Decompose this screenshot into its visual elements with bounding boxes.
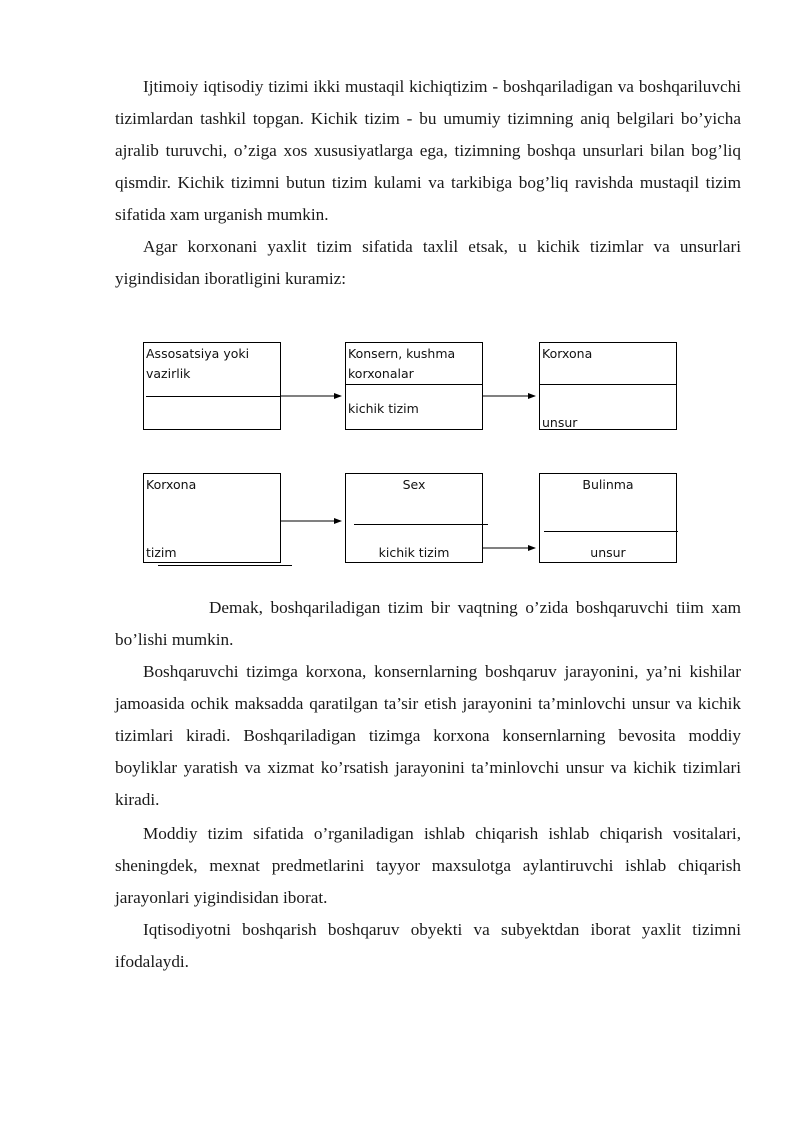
box-korxona-2-label: Korxona bbox=[146, 477, 197, 492]
box-konsern-sublabel: kichik tizim bbox=[348, 401, 419, 416]
paragraph-2: Agar korxonani yaxlit tizim sifatida taxlil etsak, u kichik tizimlar va unsurlari yigindisidan iboratligini kuramiz: bbox=[115, 237, 741, 288]
paragraph-3: Demak, boshqariladigan tizim bir vaqtning o’zida boshqaruvchi tiim xam bo’lishi mumkin. bbox=[115, 598, 741, 649]
box-konsern-label: Konsern, kushma korxonalar bbox=[348, 346, 456, 381]
box-sex-sublabel: kichik tizim bbox=[378, 545, 450, 560]
box-korxona-1-divider bbox=[540, 384, 676, 385]
box-assosatsiya-label: Assosatsiya yoki vazirlik bbox=[146, 346, 250, 381]
paragraph-4: Boshqaruvchi tizimga korxona, konsernlarning boshqaruv jarayonini, ya’ni kishilar jamoasida ochik maksadda qaratilgan ta’sir etish jarayonini ta’minlovchi unsur va kichik tizimlari kiradi. Boshqariladigan tizimga korxona konsernlarning bevosita moddiy boyliklar yaratish va xizmat ko’rsatish jarayonini ta’minlovchi unsur va kichik tizimlari kiradi. bbox=[115, 662, 741, 809]
paragraph-6: Iqtisodiyotni boshqarish boshqaruv obyekti va subyektdan iborat yaxlit tizimni ifodalaydi. bbox=[115, 920, 741, 971]
paragraph-5: Moddiy tizim sifatida o’rganiladigan ishlab chiqarish ishlab chiqarish vositalari, sheningdek, mexnat predmetlarini tayyor maxsulotga aylantiruvchi ishlab chiqarish jarayonlari yigindisidan iborat. bbox=[115, 824, 741, 907]
box-konsern-divider bbox=[346, 384, 482, 385]
box-assosatsiya-divider bbox=[146, 396, 280, 397]
box-korxona-2-underline bbox=[158, 565, 292, 566]
box-sex bbox=[345, 473, 483, 563]
box-assosatsiya bbox=[143, 342, 281, 430]
box-bulinma-divider bbox=[544, 531, 678, 532]
box-sex-label: Sex bbox=[402, 477, 426, 492]
box-korxona-1-label: Korxona bbox=[542, 346, 593, 361]
box-korxona-1 bbox=[539, 342, 677, 430]
box-korxona-1-sublabel: unsur bbox=[542, 415, 578, 430]
box-korxona-2-sublabel: tizim bbox=[146, 545, 177, 560]
box-korxona-2 bbox=[143, 473, 281, 563]
box-bulinma-label: Bulinma bbox=[582, 477, 634, 492]
box-bulinma-sublabel: unsur bbox=[590, 545, 626, 560]
paragraph-1: Ijtimoiy iqtisodiy tizimi ikki mustaqil kichiqtizim - boshqariladigan va boshqariluvchi tizimlardan tashkil topgan. Kichik tizim - bu umumiy tizimning aniq belgilari bo’yicha ajralib turuvchi, o’ziga xos xususiyatlarga ega, tizimning boshqa unsurlari bilan bog’liq qismdir. Kichik tizimni butun tizim kulami va tarkibiga bog’liq ravishda mustaqil tizim sifatida xam urganish mumkin. bbox=[115, 77, 741, 224]
box-sex-divider bbox=[354, 524, 488, 525]
box-bulinma bbox=[539, 473, 677, 563]
box-konsern bbox=[345, 342, 483, 430]
